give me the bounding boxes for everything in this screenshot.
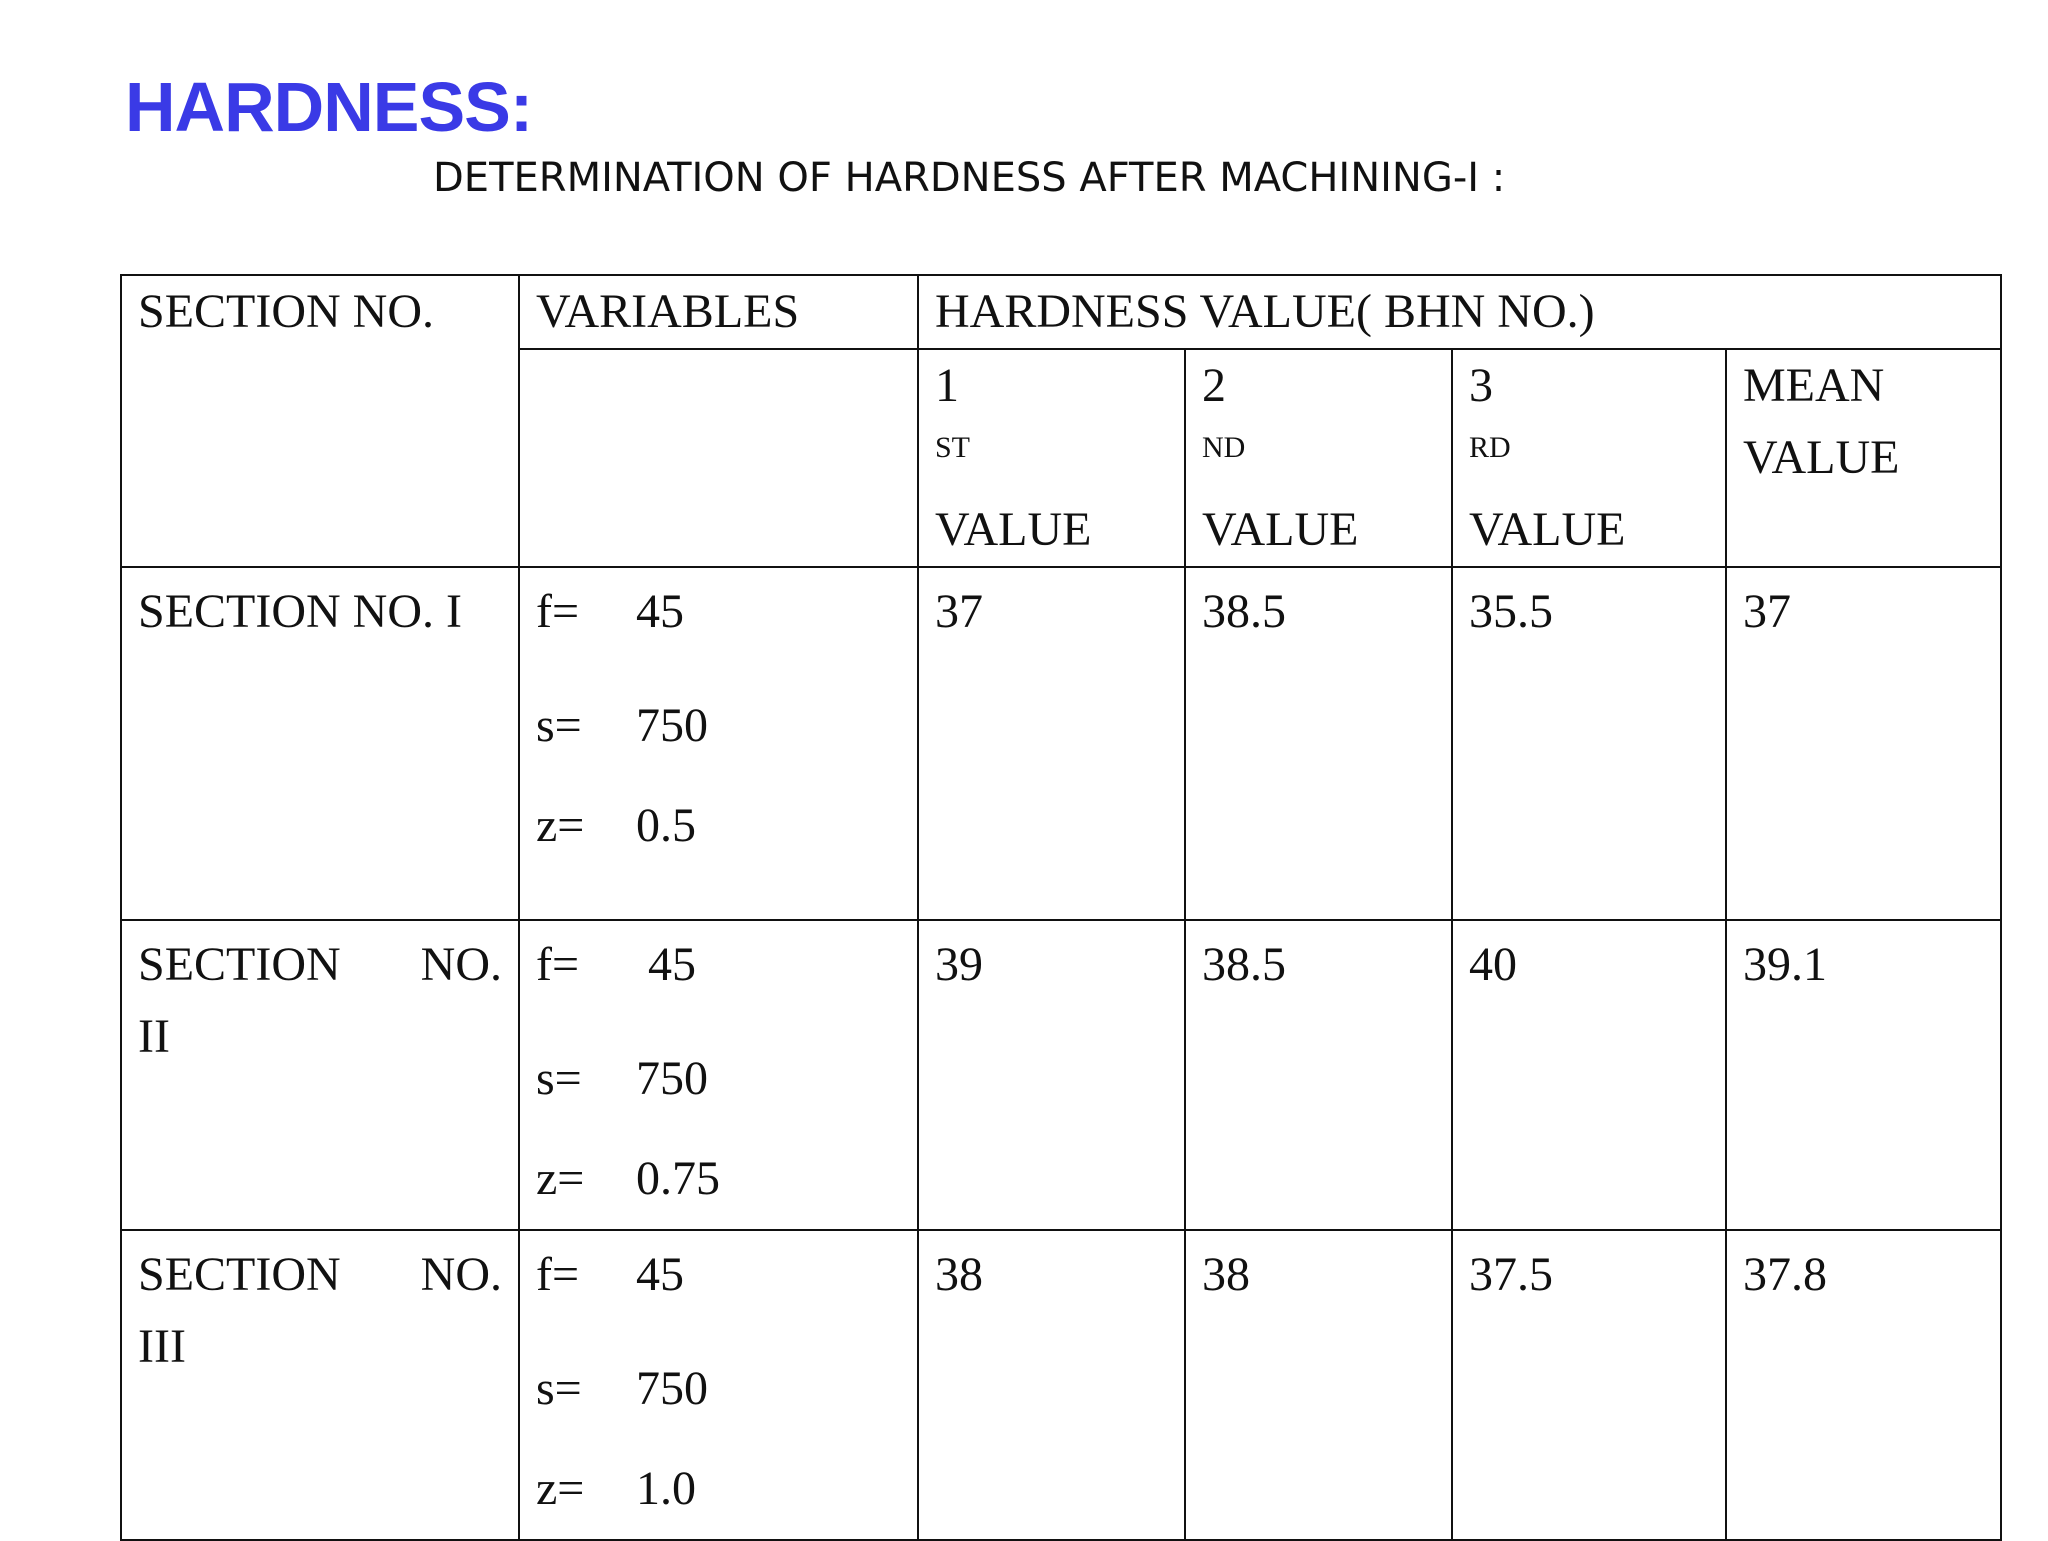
header-hardness-label: HARDNESS VALUE( BHN NO.) <box>935 285 1595 338</box>
page-title: HARDNESS: <box>125 68 533 146</box>
header-section <box>121 275 519 567</box>
header-variables <box>519 275 918 349</box>
var-value: 750 <box>636 1052 708 1105</box>
hardness-table <box>120 274 2002 1541</box>
section-word: SECTION <box>138 938 341 991</box>
section-numeral: II <box>138 1010 170 1063</box>
var-key: s= <box>536 699 582 752</box>
subheader-label: VALUE <box>935 503 1092 556</box>
var-key: s= <box>536 1362 582 1415</box>
subheader-num: 1 <box>935 359 959 412</box>
section-label: SECTION NO. I <box>138 585 462 638</box>
subheader-label: VALUE <box>1743 431 1900 484</box>
var-key: f= <box>536 938 580 991</box>
value-cell: 38.5 <box>1185 567 1452 920</box>
subheader-num: 3 <box>1469 359 1493 412</box>
var-value: 45 <box>636 1248 684 1301</box>
mean-value-cell: 37 <box>1726 567 2001 920</box>
table-row <box>121 567 2001 920</box>
var-key: z= <box>536 799 585 852</box>
subheader-num: 2 <box>1202 359 1226 412</box>
value-cell: 38.5 <box>1185 920 1452 1230</box>
section-word: SECTION <box>138 1248 341 1301</box>
var-value: 1.0 <box>636 1462 696 1515</box>
value-cell: 38 <box>1185 1230 1452 1540</box>
var-value: 45 <box>648 938 696 991</box>
var-key: z= <box>536 1152 585 1205</box>
subheader-label: VALUE <box>1469 503 1626 556</box>
subheader-sup: ND <box>1202 431 1246 464</box>
subheader-3rd-value <box>1452 349 1726 567</box>
subheader-sup: RD <box>1469 431 1511 464</box>
table-row <box>121 1230 2001 1540</box>
header-variables-label: VARIABLES <box>536 285 800 338</box>
var-value: 0.5 <box>636 799 696 852</box>
section-numeral: III <box>138 1320 186 1373</box>
table-row <box>121 920 2001 1230</box>
var-value: 750 <box>636 1362 708 1415</box>
subheader-1st-value <box>918 349 1185 567</box>
subheader-label: VALUE <box>1202 503 1359 556</box>
table-header-row <box>121 275 2001 349</box>
value-cell: 37.5 <box>1452 1230 1726 1540</box>
var-value: 45 <box>636 585 684 638</box>
variables-cell <box>519 1230 918 1540</box>
var-key: z= <box>536 1462 585 1515</box>
value-cell: 35.5 <box>1452 567 1726 920</box>
value-cell: 39 <box>918 920 1185 1230</box>
section-word: NO. <box>420 1248 502 1301</box>
section-cell <box>121 920 519 1230</box>
var-key: s= <box>536 1052 582 1105</box>
variables-cell <box>519 567 918 920</box>
variables-cell <box>519 920 918 1230</box>
value-cell: 40 <box>1452 920 1726 1230</box>
var-key: f= <box>536 585 580 638</box>
subheader-sup: ST <box>935 431 971 464</box>
subheader-num: MEAN <box>1743 359 1885 412</box>
value-cell: 38 <box>918 1230 1185 1540</box>
subheader-variables-empty <box>519 349 918 567</box>
var-key: f= <box>536 1248 580 1301</box>
var-value: 750 <box>636 699 708 752</box>
header-hardness <box>918 275 2001 349</box>
header-section-label: SECTION NO. <box>138 285 434 338</box>
mean-value-cell: 39.1 <box>1726 920 2001 1230</box>
page-subtitle: DETERMINATION OF HARDNESS AFTER MACHINING-I : <box>433 155 1506 201</box>
mean-value-cell: 37.8 <box>1726 1230 2001 1540</box>
var-value: 0.75 <box>636 1152 720 1205</box>
subheader-2nd-value <box>1185 349 1452 567</box>
section-cell <box>121 567 519 920</box>
value-cell: 37 <box>918 567 1185 920</box>
section-cell <box>121 1230 519 1540</box>
section-word: NO. <box>420 938 502 991</box>
subheader-mean-value <box>1726 349 2001 567</box>
